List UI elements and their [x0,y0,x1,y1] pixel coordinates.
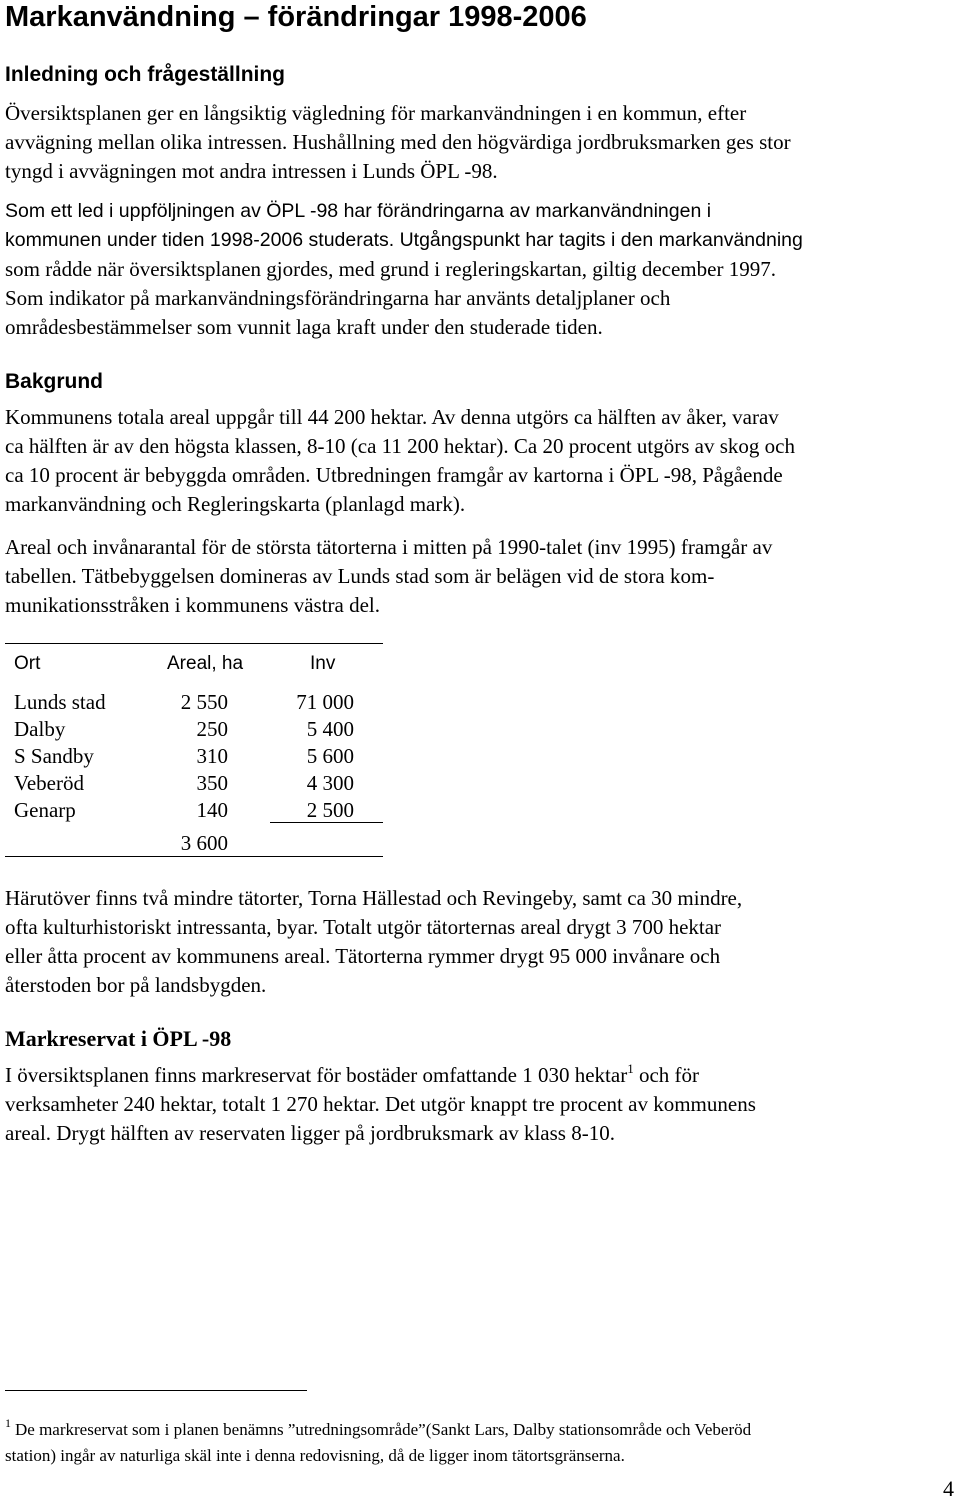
text-line: områdesbestämmelser som vunnit laga kraft under den studerade tiden. [5,315,603,339]
section-heading-markreservat: Markreservat i ÖPL -98 [5,1026,232,1051]
text-line: ca hälften är av den högsta klassen, 8-10 (ca 11 200 hektar). Ca 20 procent utgörs av skog och [5,434,795,458]
text-line: tyngd i avvägningen mot andra intressen i Lunds ÖPL -98. [5,159,498,183]
text-line: återstoden bor på landsbygden. [5,973,267,997]
text-line: som rådde när översiktsplanen gjordes, med grund i regleringskartan, giltig december 1997. [5,257,776,281]
cell-ort: Lunds stad [14,690,106,714]
footnote [5,1417,955,1469]
cell-ort: Genarp [14,798,76,822]
table-header-inv: Inv [310,653,336,674]
footnote-text: De markreservat som i planen benämns ”utredningsområde”(Sankt Lars, Dalby stationsområde och Veberöd [15,1420,752,1439]
table-top-rule [5,643,383,644]
footnote-line [5,1417,955,1443]
paragraph-background [5,403,955,519]
text-line: ca 10 procent är bebyggda områden. Utbredningen framgår av kartorna i ÖPL -98, Pågående [5,463,783,487]
table-bottom-rule [5,856,383,857]
text-line: areal. Drygt hälften av reservaten ligger på jordbruksmark av klass 8-10. [5,1121,615,1145]
cell-areal: 310 [196,744,228,768]
page-title: Markanvändning – förändringar 1998-2006 [5,1,587,33]
text-line: munikationsstråken i kommunens västra del. [5,593,381,617]
section-heading-bakgrund: Bakgrund [5,370,104,393]
text-line: avvägning mellan olika intressen. Hushållning med den högvärdiga jordbruksmarken ges stor [5,130,791,154]
inv-sum-rule [270,822,383,823]
cell-inv: 4 300 [306,771,354,795]
text-line [5,1061,955,1090]
text-line: kommunen under tiden 1998-2006 studerats. Utgångspunkt har tagits i den markanvändning [5,229,803,251]
total-areal: 3 600 [180,831,228,855]
text-line: verksamheter 240 hektar, totalt 1 270 hektar. Det utgör knappt tre procent av kommunens [5,1092,756,1116]
page-number: 4 [943,1476,954,1501]
cell-areal: 350 [196,771,228,795]
text-line: Areal och invånarantal för de största tätorterna i mitten på 1990-talet (inv 1995) framgår av [5,535,773,559]
text-segment: och för [633,1063,700,1087]
text-line: Som ett led i uppföljningen av ÖPL -98 har förändringarna av markanvändningen i [5,200,712,222]
paragraph-intro [5,99,955,186]
footnote-ref[interactable]: 1 [627,1061,634,1076]
text-line: eller åtta procent av kommunens areal. Tätorterna rymmer drygt 95 000 invånare och [5,944,721,968]
footnote-line: station) ingår av naturliga skäl inte i denna redovisning, då de ligger inom tätortsgränserna. [5,1446,625,1465]
cell-ort: Dalby [14,717,66,741]
text-line: tabellen. Tätbebyggelsen domineras av Lunds stad som är belägen vid de stora kom- [5,564,715,588]
text-line: markanvändning och Regleringskarta (planlagd mark). [5,492,466,516]
cell-inv: 5 400 [306,717,354,741]
cell-inv: 71 000 [296,690,354,714]
footnote-marker: 1 [5,1416,11,1430]
text-line: ofta kulturhistoriskt intressanta, byar. Totalt utgör tätorternas areal drygt 3 700 hektar [5,915,722,939]
section-heading-inledning: Inledning och frågeställning [5,63,286,86]
text-line: Som indikator på markanvändningsförändringarna har använts detaljplaner och [5,286,671,310]
text-line: Härutöver finns två mindre tätorter, Torna Hällestad och Revingeby, samt ca 30 mindre, [5,886,743,910]
paragraph-reserves [5,1061,955,1148]
cell-ort: S Sandby [14,744,94,768]
text-line: Översiktsplanen ger en långsiktig vägledning för markanvändningen i en kommun, efter [5,101,747,125]
cell-areal: 250 [196,717,228,741]
cell-inv: 2 500 [306,798,354,822]
cell-ort: Veberöd [14,771,84,795]
cell-areal: 140 [196,798,228,822]
text-segment: I översiktsplanen finns markreservat för bostäder omfattande 1 030 hektar [5,1063,628,1087]
cell-inv: 5 600 [306,744,354,768]
cell-areal: 2 550 [180,690,228,714]
paragraph-small-towns [5,884,955,1000]
paragraph-study [5,197,955,342]
paragraph-table-intro [5,533,955,620]
footnote-separator [5,1390,307,1391]
table-header-ort: Ort [14,653,41,674]
text-line: Kommunens totala areal uppgår till 44 200 hektar. Av denna utgörs ca hälften av åker, varav [5,405,779,429]
table-header-areal: Areal, ha [167,653,244,674]
